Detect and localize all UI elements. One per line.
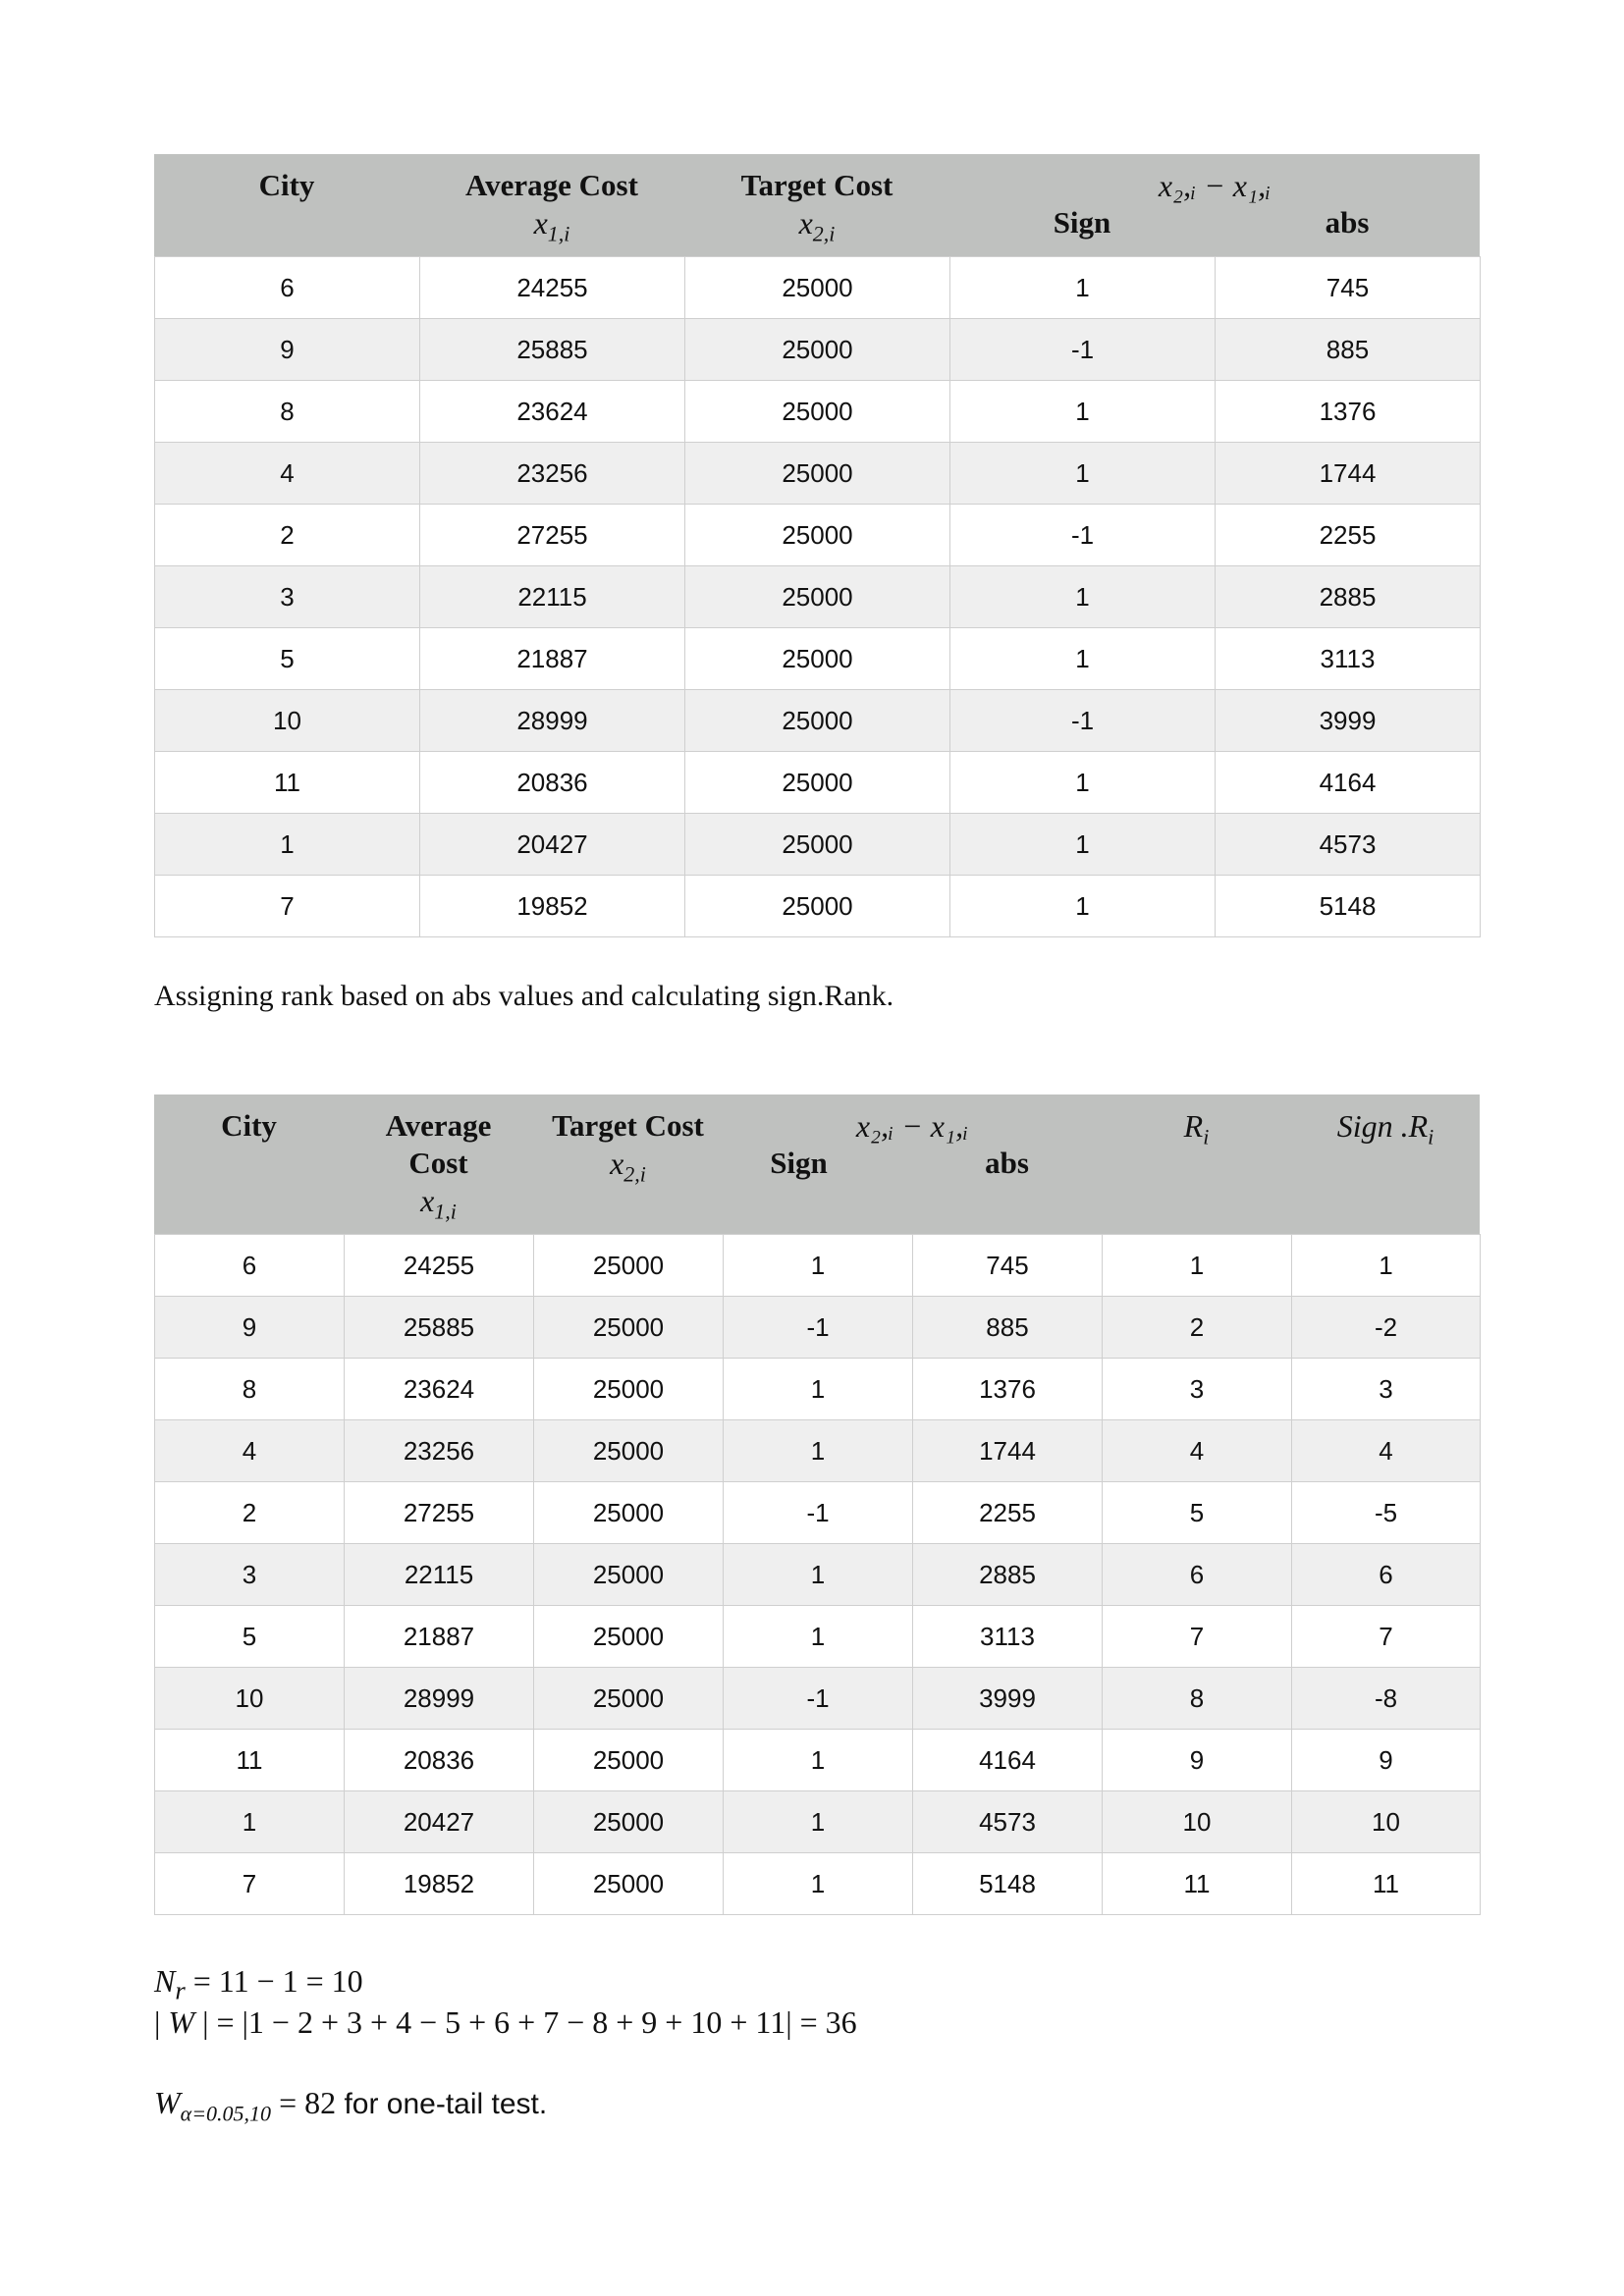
header-target-cost: Target Cost bbox=[552, 1108, 704, 1143]
table-cell: -2 bbox=[1292, 1297, 1481, 1359]
table-row bbox=[155, 1730, 1481, 1791]
table-cell: 1 bbox=[950, 752, 1216, 814]
symbol-subscript: i bbox=[1203, 1124, 1210, 1149]
table-cell: 24255 bbox=[345, 1235, 534, 1297]
table-cell: 25000 bbox=[534, 1297, 724, 1359]
table-cell: 25000 bbox=[534, 1420, 724, 1482]
table-cell: 4 bbox=[155, 1420, 345, 1482]
header-abs: abs bbox=[1325, 205, 1370, 240]
table-cell: 6 bbox=[155, 257, 420, 319]
table-cell: -1 bbox=[950, 505, 1216, 566]
table-cell: 25000 bbox=[534, 1668, 724, 1730]
table-cell: -5 bbox=[1292, 1482, 1481, 1544]
table-row bbox=[155, 1606, 1481, 1668]
table-cell: -1 bbox=[950, 319, 1216, 381]
table-cell: 23624 bbox=[345, 1359, 534, 1420]
table-cell: 25000 bbox=[685, 628, 950, 690]
table-row bbox=[155, 1235, 1481, 1297]
formula-w-expression: | = |1 − 2 + 3 + 4 − 5 + 6 + 7 − 8 + 9 + 10 + 11| = 36 bbox=[194, 2004, 857, 2040]
table-cell: 25000 bbox=[685, 505, 950, 566]
symbol-subscript: 1,i bbox=[547, 221, 570, 246]
table-cell: 20836 bbox=[420, 752, 685, 814]
table-cell: 25000 bbox=[534, 1359, 724, 1420]
table-cell: 25000 bbox=[685, 814, 950, 876]
table-cell: 25000 bbox=[685, 381, 950, 443]
table-cell: 1 bbox=[724, 1420, 913, 1482]
table-cell: 6 bbox=[1103, 1544, 1292, 1606]
table-cell: 5 bbox=[155, 1606, 345, 1668]
table-cell: 25000 bbox=[534, 1730, 724, 1791]
table-cell: 20427 bbox=[345, 1791, 534, 1853]
symbol-w: W bbox=[154, 2085, 181, 2120]
table-cell: 3 bbox=[155, 1544, 345, 1606]
symbol-w: W bbox=[168, 2004, 195, 2040]
table-1-header bbox=[154, 154, 1480, 256]
table-cell: 1 bbox=[724, 1544, 913, 1606]
symbol-sign-r: Sign .R bbox=[1336, 1108, 1429, 1144]
header-average: Average bbox=[385, 1108, 492, 1143]
table-row bbox=[155, 381, 1481, 443]
table-cell: 4573 bbox=[1216, 814, 1481, 876]
table-cell: 2 bbox=[1103, 1297, 1292, 1359]
table-cell: 25000 bbox=[685, 752, 950, 814]
table-row bbox=[155, 1853, 1481, 1915]
symbol-x: x bbox=[798, 205, 813, 240]
table-cell: 7 bbox=[155, 876, 420, 937]
header-sign: Sign bbox=[1053, 205, 1111, 240]
table-cell: 1 bbox=[950, 443, 1216, 505]
table-cell: 4164 bbox=[1216, 752, 1481, 814]
table-row bbox=[155, 876, 1481, 937]
table-cell: 4164 bbox=[913, 1730, 1103, 1791]
table-cell: 25000 bbox=[534, 1853, 724, 1915]
table-cell: 25000 bbox=[534, 1606, 724, 1668]
formula-nr bbox=[154, 1963, 363, 2005]
table-cell: 1376 bbox=[1216, 381, 1481, 443]
table-cell: 1744 bbox=[1216, 443, 1481, 505]
table-cell: 745 bbox=[913, 1235, 1103, 1297]
table-cell: 885 bbox=[913, 1297, 1103, 1359]
table-row bbox=[155, 814, 1481, 876]
symbol-x: x bbox=[420, 1183, 435, 1218]
table-row bbox=[155, 505, 1481, 566]
table-row bbox=[155, 566, 1481, 628]
table-cell: 745 bbox=[1216, 257, 1481, 319]
table-cell: 11 bbox=[155, 752, 420, 814]
header-city: City bbox=[258, 168, 315, 202]
symbol-subscript: r bbox=[175, 1975, 186, 2005]
table-cell: 23624 bbox=[420, 381, 685, 443]
table-cell: 25000 bbox=[534, 1482, 724, 1544]
table-cell: 3113 bbox=[913, 1606, 1103, 1668]
symbol-x: x bbox=[610, 1146, 624, 1181]
symbol-subscript: 2,i bbox=[623, 1161, 646, 1187]
table-cell: 1 bbox=[155, 814, 420, 876]
table-cell: 1 bbox=[724, 1853, 913, 1915]
table-cell: 10 bbox=[1292, 1791, 1481, 1853]
header-abs: abs bbox=[985, 1146, 1029, 1180]
table-row bbox=[155, 1420, 1481, 1482]
table-row bbox=[155, 1544, 1481, 1606]
table-cell: 25000 bbox=[685, 443, 950, 505]
table-cell: 1 bbox=[155, 1791, 345, 1853]
table-cell: 3 bbox=[1292, 1359, 1481, 1420]
table-row bbox=[155, 1668, 1481, 1730]
table-cell: 21887 bbox=[345, 1606, 534, 1668]
table-cell: 1 bbox=[724, 1359, 913, 1420]
table-cell: 28999 bbox=[420, 690, 685, 752]
symbol-subscript: i bbox=[1428, 1124, 1435, 1149]
table-cell: 19852 bbox=[420, 876, 685, 937]
table-row bbox=[155, 690, 1481, 752]
table-cell: 25000 bbox=[534, 1791, 724, 1853]
table-cell: 1 bbox=[724, 1730, 913, 1791]
table-cell: 2885 bbox=[913, 1544, 1103, 1606]
table-cell: 23256 bbox=[345, 1420, 534, 1482]
table-cell: 3999 bbox=[913, 1668, 1103, 1730]
table-cell: 11 bbox=[1292, 1853, 1481, 1915]
table-cell: 1 bbox=[950, 628, 1216, 690]
table-cell: 1744 bbox=[913, 1420, 1103, 1482]
table-cell: 4 bbox=[1292, 1420, 1481, 1482]
formula-critical bbox=[154, 2085, 547, 2126]
header-difference: x₂,ᵢ − x₁,ᵢ bbox=[855, 1108, 969, 1144]
table-cell: 4573 bbox=[913, 1791, 1103, 1853]
table-row bbox=[155, 752, 1481, 814]
table-2-header bbox=[154, 1095, 1480, 1234]
table-cell: 1 bbox=[950, 814, 1216, 876]
symbol-x: x bbox=[533, 205, 548, 240]
table-cell: 8 bbox=[1103, 1668, 1292, 1730]
table-cell: 8 bbox=[155, 381, 420, 443]
formula-w bbox=[154, 2004, 857, 2041]
header-sign: Sign bbox=[770, 1146, 828, 1180]
table-cell: 1 bbox=[950, 381, 1216, 443]
table-cell: 1 bbox=[950, 566, 1216, 628]
table-cell: 1 bbox=[724, 1235, 913, 1297]
table-2-body bbox=[154, 1234, 1481, 1915]
table-cell: 23256 bbox=[420, 443, 685, 505]
symbol-n: N bbox=[154, 1963, 176, 1999]
table-cell: 7 bbox=[1292, 1606, 1481, 1668]
table-cell: 1 bbox=[724, 1606, 913, 1668]
table-cell: 25000 bbox=[685, 690, 950, 752]
symbol-subscript: α=0.05,10 bbox=[180, 2101, 272, 2126]
header-target-cost: Target Cost bbox=[740, 168, 893, 202]
table-cell: 20836 bbox=[345, 1730, 534, 1791]
table-cell: 25000 bbox=[534, 1235, 724, 1297]
table-cell: -1 bbox=[724, 1297, 913, 1359]
table-cell: 5148 bbox=[1216, 876, 1481, 937]
table-row bbox=[155, 443, 1481, 505]
table-cell: 2 bbox=[155, 1482, 345, 1544]
table-cell: 4 bbox=[1103, 1420, 1292, 1482]
table-cell: 6 bbox=[155, 1235, 345, 1297]
table-cell: 6 bbox=[1292, 1544, 1481, 1606]
formula-w-left: | bbox=[154, 2004, 169, 2040]
table-cell: 2885 bbox=[1216, 566, 1481, 628]
caption-text: Assigning rank based on abs values and calculating sign.Rank. bbox=[154, 980, 894, 1012]
table-cell: 2 bbox=[155, 505, 420, 566]
table-cell: 1 bbox=[1103, 1235, 1292, 1297]
table-cell: -8 bbox=[1292, 1668, 1481, 1730]
table-cell: 1 bbox=[1292, 1235, 1481, 1297]
table-cell: 2255 bbox=[1216, 505, 1481, 566]
table-cell: 25000 bbox=[685, 319, 950, 381]
table-cell: 25000 bbox=[534, 1544, 724, 1606]
table-cell: 11 bbox=[155, 1730, 345, 1791]
table-cell: 11 bbox=[1103, 1853, 1292, 1915]
symbol-subscript: 1,i bbox=[434, 1199, 457, 1224]
table-cell: 9 bbox=[1103, 1730, 1292, 1791]
table-cell: 1 bbox=[950, 257, 1216, 319]
table-row bbox=[155, 1359, 1481, 1420]
table-row bbox=[155, 628, 1481, 690]
table-cell: 1 bbox=[950, 876, 1216, 937]
table-cell: -1 bbox=[724, 1668, 913, 1730]
table-cell: 1376 bbox=[913, 1359, 1103, 1420]
formula-critical-note: for one-tail test. bbox=[336, 2088, 548, 2120]
table-1 bbox=[154, 154, 1480, 937]
table-row bbox=[155, 319, 1481, 381]
header-sign-rank bbox=[1291, 1108, 1480, 1149]
formula-nr-expression: = 11 − 1 = 10 bbox=[185, 1963, 363, 1999]
table-cell: 9 bbox=[1292, 1730, 1481, 1791]
table-cell: 3 bbox=[155, 566, 420, 628]
table-cell: 25885 bbox=[345, 1297, 534, 1359]
symbol-subscript: 2,i bbox=[812, 221, 836, 246]
table-row bbox=[155, 1791, 1481, 1853]
header-average-cost-symbol bbox=[419, 205, 684, 246]
table-cell: 25000 bbox=[685, 876, 950, 937]
table-cell: 3113 bbox=[1216, 628, 1481, 690]
header-cost: Cost bbox=[408, 1146, 468, 1180]
table-cell: 25000 bbox=[685, 566, 950, 628]
table-cell: 27255 bbox=[345, 1482, 534, 1544]
header-city: City bbox=[221, 1108, 277, 1143]
table-1-body bbox=[154, 256, 1481, 937]
table-cell: 9 bbox=[155, 1297, 345, 1359]
table-cell: 2255 bbox=[913, 1482, 1103, 1544]
header-target-cost-symbol bbox=[684, 205, 949, 246]
header-target-cost-symbol bbox=[533, 1146, 723, 1187]
table-cell: 8 bbox=[155, 1359, 345, 1420]
table-2 bbox=[154, 1095, 1480, 1915]
formula-critical-expression: = 82 bbox=[271, 2085, 337, 2120]
table-cell: 25885 bbox=[420, 319, 685, 381]
table-cell: 1 bbox=[724, 1791, 913, 1853]
table-cell: 22115 bbox=[345, 1544, 534, 1606]
table-cell: 7 bbox=[1103, 1606, 1292, 1668]
table-cell: -1 bbox=[724, 1482, 913, 1544]
header-rank bbox=[1102, 1108, 1291, 1149]
table-cell: 24255 bbox=[420, 257, 685, 319]
table-cell: 27255 bbox=[420, 505, 685, 566]
table-row bbox=[155, 1297, 1481, 1359]
table-cell: -1 bbox=[950, 690, 1216, 752]
table-cell: 7 bbox=[155, 1853, 345, 1915]
table-cell: 5 bbox=[155, 628, 420, 690]
table-cell: 5148 bbox=[913, 1853, 1103, 1915]
table-row bbox=[155, 257, 1481, 319]
table-cell: 5 bbox=[1103, 1482, 1292, 1544]
table-cell: 25000 bbox=[685, 257, 950, 319]
table-cell: 10 bbox=[1103, 1791, 1292, 1853]
header-difference: x₂,ᵢ − x₁,ᵢ bbox=[1158, 168, 1272, 203]
table-row bbox=[155, 1482, 1481, 1544]
table-cell: 3 bbox=[1103, 1359, 1292, 1420]
table-cell: 20427 bbox=[420, 814, 685, 876]
table-cell: 28999 bbox=[345, 1668, 534, 1730]
symbol-r: R bbox=[1183, 1108, 1204, 1144]
table-cell: 10 bbox=[155, 1668, 345, 1730]
table-cell: 3999 bbox=[1216, 690, 1481, 752]
table-cell: 4 bbox=[155, 443, 420, 505]
table-cell: 885 bbox=[1216, 319, 1481, 381]
table-cell: 19852 bbox=[345, 1853, 534, 1915]
table-cell: 22115 bbox=[420, 566, 685, 628]
table-cell: 9 bbox=[155, 319, 420, 381]
header-average-cost: Average Cost bbox=[465, 168, 638, 202]
header-average-cost-symbol bbox=[344, 1183, 533, 1224]
table-cell: 21887 bbox=[420, 628, 685, 690]
table-cell: 10 bbox=[155, 690, 420, 752]
